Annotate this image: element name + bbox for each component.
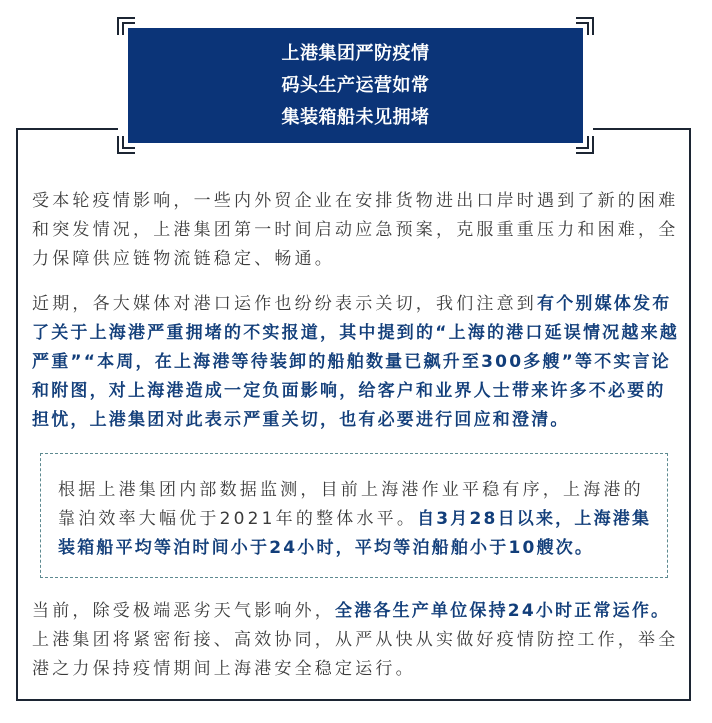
corner-bracket-bottom-left-icon	[117, 136, 135, 154]
paragraph-media-response	[32, 290, 682, 435]
paragraph-operations-lead: 当前，除受极端恶劣天气影响外，	[32, 601, 335, 621]
callout-text	[58, 476, 658, 563]
paragraph-media-response-highlight: 有个别媒体发布了关于上海港严重拥堵的不实报道，其中提到的“上海的港口延误情况越来越严重”“本周，在上海港等待装卸的船舶数量已飙升至300多艘”等不实言论和附图，对上海港造成一定负面影响，给客户和业界人士带来许多不必要的担忧，上港集团对此表示严重关切，也有必要进行回应和澄清。	[32, 294, 679, 430]
corner-bracket-top-left-icon	[117, 17, 135, 35]
title-line-3: 集装箱船未见拥堵	[281, 106, 430, 128]
title-line-2: 码头生产运营如常	[281, 74, 430, 96]
paragraph-intro	[32, 187, 682, 274]
paragraph-media-response-lead: 近期，各大媒体对港口运作也纷纷表示关切，我们注意到	[32, 294, 537, 314]
paragraph-intro-text: 受本轮疫情影响，一些内外贸企业在安排货物进出口岸时遇到了新的困难和突发情况，上港集团第一时间启动应急预案，克服重重压力和困难，全力保障供应链物流链稳定、畅通。	[32, 191, 679, 269]
title-line-1: 上港集团严防疫情	[281, 42, 430, 64]
paragraph-operations-tail: 上港集团将紧密衔接、高效协同，从严从快从实做好疫情防控工作，举全港之力保持疫情期间上海港安全稳定运行。	[32, 630, 679, 679]
paragraph-operations	[32, 597, 682, 684]
paragraph-operations-highlight: 全港各生产单位保持24小时正常运作。	[335, 601, 671, 621]
data-callout-box	[40, 453, 668, 578]
corner-bracket-bottom-right-icon	[576, 136, 594, 154]
callout-lead: 根据上港集团内部数据监测，目前上海港作业平稳有序，上海港的靠泊效率大幅优于2021年的整体水平。	[58, 480, 644, 529]
title-banner	[128, 28, 583, 143]
corner-bracket-top-right-icon	[576, 17, 594, 35]
callout-highlight: 自3月28日以来，上海港集装箱船平均等泊时间小于24小时，平均等泊船舶小于10艘次。	[58, 509, 652, 558]
